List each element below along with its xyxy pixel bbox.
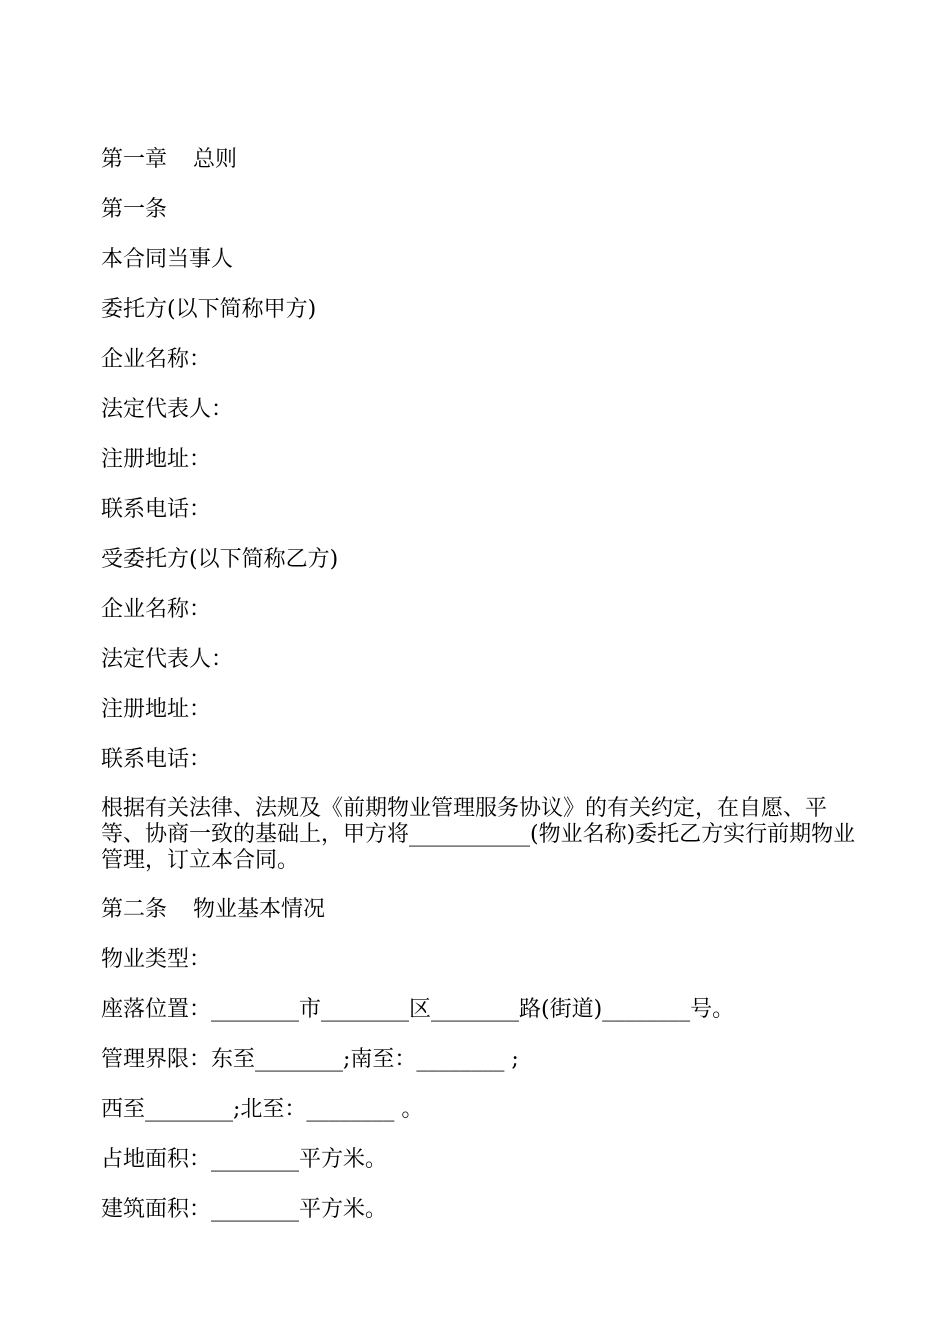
document-body: [101, 146, 871, 1246]
party-b-company-name-label: 企业名称：: [101, 597, 212, 622]
party-a-legal-rep-label: 法定代表人：: [101, 397, 234, 422]
party-b-address-label: 注册地址：: [101, 697, 212, 722]
party-a-heading: 委托方(以下简称甲方): [101, 297, 317, 322]
land-area-line: 占地面积：________平方米。: [101, 1147, 388, 1172]
chapter-number: 第一章: [101, 147, 168, 172]
location-line: 座落位置：________市________区________路(街道)________号。: [101, 997, 735, 1022]
agreement-paragraph: 根据有关法律、法规及《前期物业管理服务协议》的有关约定，在自愿、平等、协商一致的基础上，甲方将___________(物业名称)委托乙方实行前期物业管理，订立本合同。: [101, 796, 856, 873]
party-a-phone-label: 联系电话：: [101, 497, 212, 522]
party-a-address-label: 注册地址：: [101, 447, 212, 472]
boundary-line-west-north: 西至________;北至：________ 。: [101, 1097, 424, 1122]
boundary-line-east-south: 管理界限：东至________;南至：________ ;: [101, 1047, 519, 1072]
article1-heading: 第一条: [101, 197, 168, 222]
property-type-label: 物业类型：: [101, 947, 212, 972]
party-a-company-name-label: 企业名称：: [101, 347, 212, 372]
party-b-phone-label: 联系电话：: [101, 747, 212, 772]
chapter-heading: [101, 146, 871, 174]
parties-heading: 本合同当事人: [101, 247, 234, 272]
party-b-heading: 受委托方(以下简称乙方): [101, 547, 339, 572]
party-b-legal-rep-label: 法定代表人：: [101, 647, 234, 672]
building-area-line: 建筑面积：________平方米。: [101, 1197, 388, 1222]
article2-number: 第二条: [101, 897, 168, 922]
article2-heading: [101, 896, 871, 924]
chapter-title: 总则: [193, 147, 238, 172]
article2-title: 物业基本情况: [193, 897, 326, 922]
